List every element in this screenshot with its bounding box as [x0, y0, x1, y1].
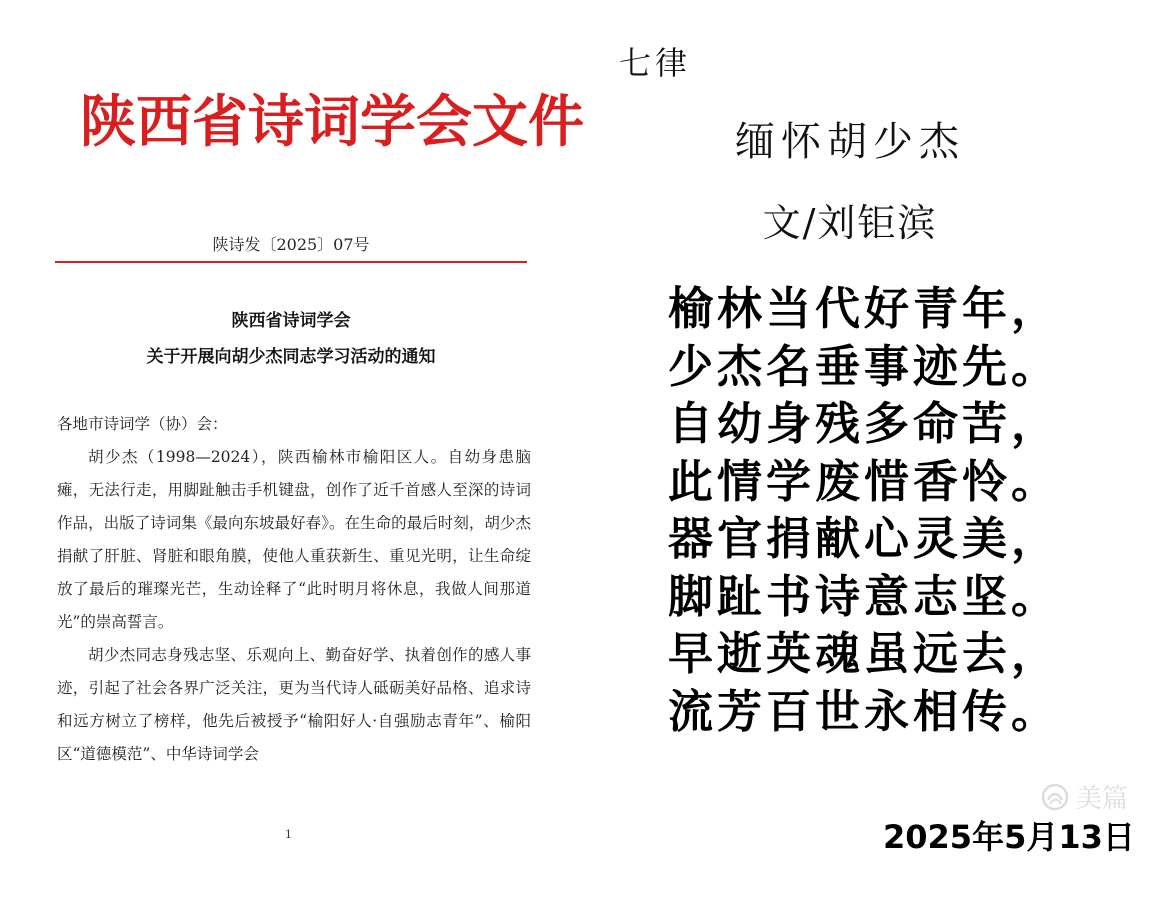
poem-line: 流芳百世永相传。 — [668, 684, 1061, 738]
memorial-poem — [600, 0, 1153, 900]
poem-line: 此情学废惜香怜。 — [668, 454, 1061, 508]
poem-line: 早逝英魂虽远去， — [668, 627, 1061, 680]
poem-form: 七律 — [618, 44, 691, 82]
poem-line: 自幼身残多命苦， — [668, 397, 1061, 450]
poem-lines — [668, 280, 1153, 740]
watermark-text: 美篇 — [1076, 784, 1129, 814]
poem-line: 少杰名垂事迹先。 — [668, 339, 1061, 393]
poem-line: 器官捐献心灵美， — [668, 512, 1061, 565]
notice-paragraph-1: 胡少杰（1998—2024），陕西榆林市榆阳区人。自幼身患脑瘫，无法行走，用脚趾触击手机键盘，创作了近千首感人至深的诗词作品，出版了诗词集《最向东坡最好春》。在生命的最后时刻，胡少杰捐献了肝脏、肾脏和眼角膜，使他人重获新生、重见光明，让生命绽放了最后的璀璨光芒，生动诠释了“此时明月将休息，我做人间那道光”的崇高誓言。 — [57, 448, 531, 631]
notice-title-issuer: 陕西省诗词学会 — [231, 311, 351, 331]
notice-body — [57, 408, 531, 771]
poem-line: 脚趾书诗意志坚。 — [668, 569, 1061, 623]
red-divider — [55, 261, 527, 263]
watermark — [1040, 778, 1128, 815]
poem-title: 缅怀胡少杰 — [735, 119, 965, 165]
notice-salutation: 各地市诗词学（协）会： — [57, 415, 228, 433]
meipian-logo-icon — [1040, 782, 1070, 812]
poem-date: 2025年5月13日 — [883, 818, 1135, 856]
page-number: 1 — [285, 828, 292, 841]
notice-paragraph-2: 胡少杰同志身残志坚、乐观向上、勤奋好学、执着创作的感人事迹，引起了社会各界广泛关注，更为当代诗人砥砺美好品格、追求诗和远方树立了榜样，他先后被授予“榆阳好人·自强励志青年”、榆阳区“道德模范”、中华诗词学会 — [57, 646, 531, 763]
org-document-header: 陕西省诗词学会文件 — [80, 90, 584, 155]
poem-line: 榆林当代好青年， — [668, 282, 1061, 335]
poem-author: 文/刘钜滨 — [762, 201, 938, 245]
document-number: 陕诗发〔2025〕07号 — [212, 235, 370, 254]
notice-title-subject: 关于开展向胡少杰同志学习活动的通知 — [146, 347, 436, 367]
